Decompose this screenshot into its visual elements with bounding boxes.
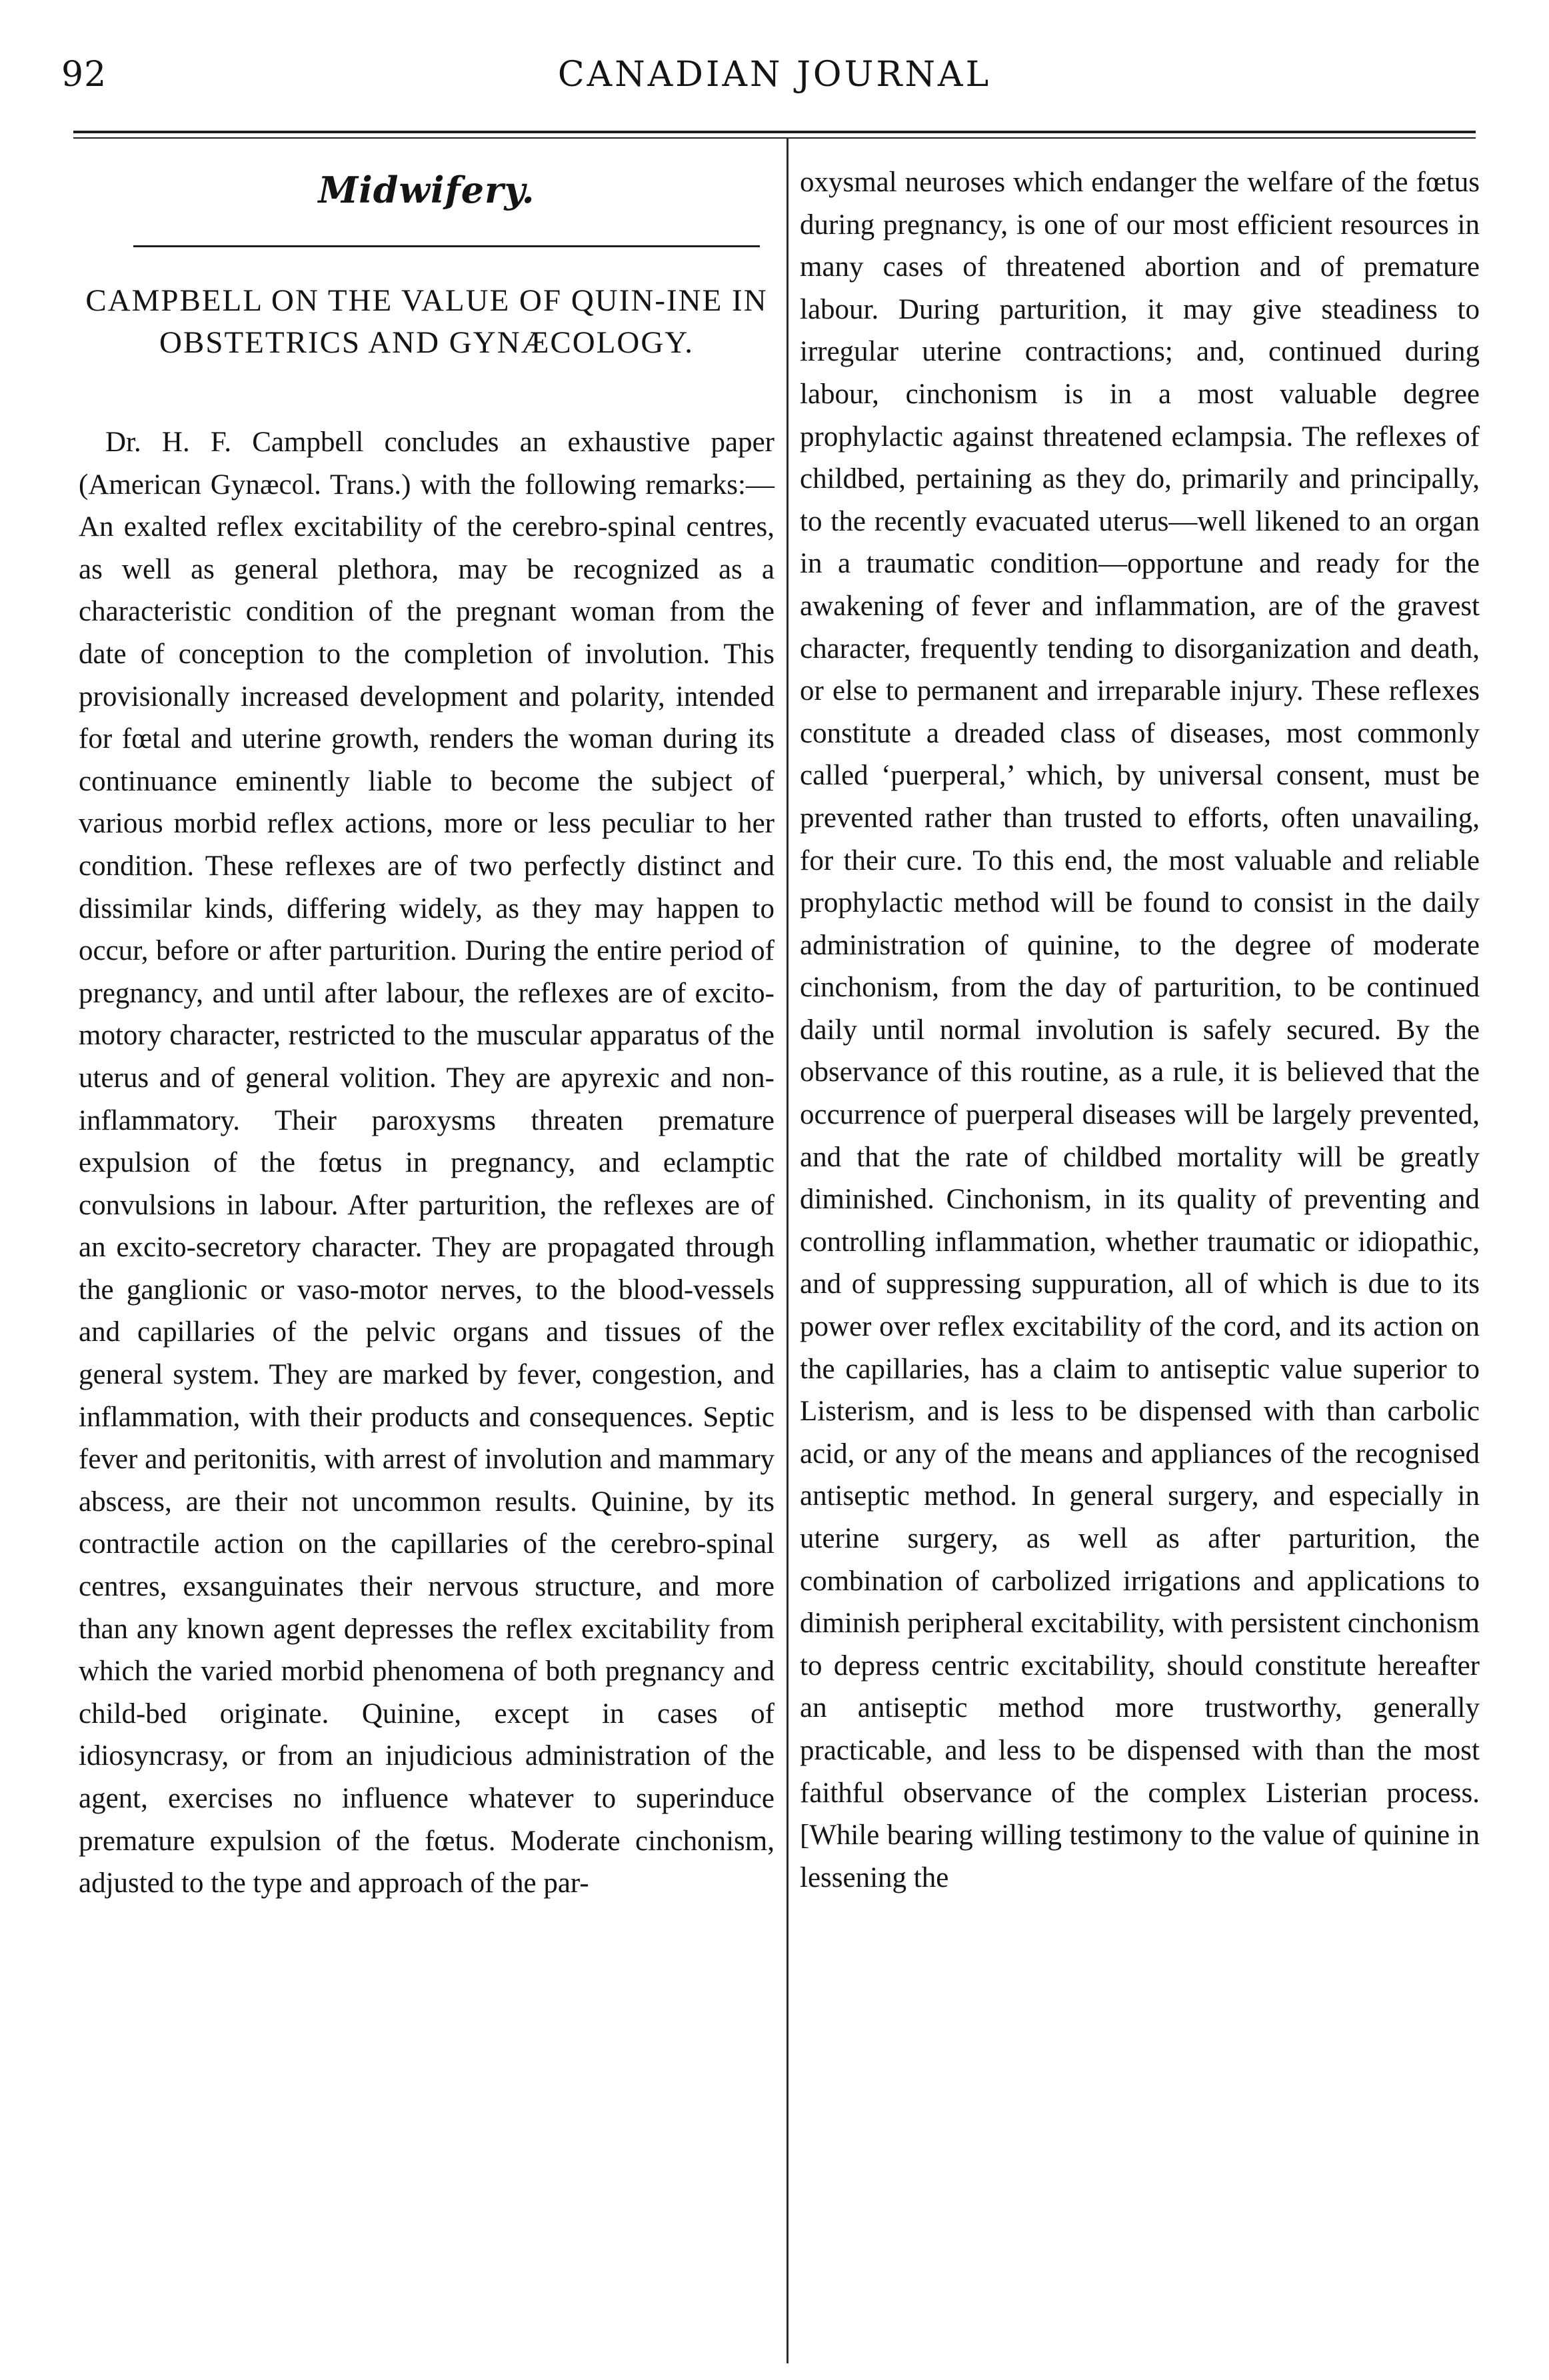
article-title: CAMPBELL ON THE VALUE OF QUIN-INE IN OBSTETRICS AND GYNÆCOLOGY. (85, 283, 768, 360)
section-heading: Midwifery. (318, 169, 535, 211)
page-number: 92 (61, 55, 107, 95)
running-title: CANADIAN JOURNAL (557, 55, 992, 95)
section-rule (133, 245, 760, 247)
column-divider (786, 137, 788, 2363)
header-rule (73, 131, 1476, 133)
left-column-paragraph: Dr. H. F. Campbell concludes an exhaustive paper (American Gynæcol. Trans.) with the following remarks:—An exalted reflex excitability of the cerebro-spinal centres, as well as general plethora, may be recognized as a characteristic condition of the pregnant woman from the date of conception to the completion of involution. This provisionally increased development and polarity, intended for fœtal and uterine growth, renders the woman during its continuance eminently liable to become the subject of various morbid reflex actions, more or less peculiar to her condition. These reflexes are of two perfectly distinct and dissimilar kinds, differing widely, as they may happen to occur, before or after parturition. During the entire period of pregnancy, and until after labour, the reflexes are of excito-motory character, restricted to the muscular apparatus of the uterus and of general volition. They are apyrexic and non-inflammatory. Their paroxysms threaten premature expulsion of the fœtus in pregnancy, and eclamptic convulsions in labour. After parturition, the reflexes are of an excito-secretory character. They are propagated through the ganglionic or vaso-motor nerves, to the blood-vessels and capillaries of the pelvic organs and tissues of the general system. They are marked by fever, congestion, and inflammation, with their products and consequences. Septic fever and peritonitis, with arrest of involution and mammary abscess, are their not uncommon results. Quinine, by its contractile action on the capillaries of the cerebro-spinal centres, exsanguinates their nervous structure, and more than any known agent depresses the reflex excitability from which the varied morbid phenomena of both pregnancy and child-bed originate. Quinine, except in cases of idiosyncrasy, or from an injudicious administration of the agent, exercises no influence whatever to superinduce premature expulsion of the fœtus. Moderate cinchonism, adjusted to the type and approach of the par- (79, 427, 774, 1899)
right-column-paragraph: oxysmal neuroses which endanger the welfare of the fœtus during pregnancy, is one of our most efficient resources in many cases of threatened abortion and of premature labour. During parturition, it may give steadiness to irregular uterine contractions; and, continued during labour, cinchonism is in a most valuable degree prophylactic against threatened eclampsia. The reflexes of childbed, pertaining as they do, primarily and principally, to the recently evacuated uterus—well likened to an organ in a traumatic condition—opportune and ready for the awakening of fever and inflammation, are of the gravest character, frequently tending to disorganization and death, or else to permanent and irreparable injury. These reflexes constitute a dreaded class of diseases, most commonly called ‘puerperal,’ which, by universal consent, must be prevented rather than trusted to efforts, often unavailing, for their cure. To this end, the most valuable and reliable prophylactic method will be found to consist in the daily administration of quinine, to the degree of moderate cinchonism, from the day of parturition, to be continued daily until normal involution is safely secured. By the observance of this routine, as a rule, it is believed that the occurrence of puerperal diseases will be largely prevented, and that the rate of childbed mortality will be greatly diminished. Cinchonism, in its quality of preventing and controlling inflammation, whether traumatic or idiopathic, and of suppressing suppuration, all of which is due to its power over reflex excitability of the cord, and its action on the capillaries, has a claim to antiseptic value superior to Listerism, and is less to be dispensed with than carbolic acid, or any of the means and appliances of the recognised antiseptic method. In general surgery, and especially in uterine surgery, as well as after parturition, the combination of carbolized irrigations and applications to diminish peripheral excitability, with persistent cinchonism to depress centric excitability, should constitute hereafter an antiseptic method more trustworthy, generally practicable, and less to be dispensed with than the most faithful observance of the complex Listerian process. [While bearing willing testimony to the value of quinine in lessening the (800, 167, 1480, 1893)
right-column-body (800, 161, 1480, 1899)
left-column-body (79, 421, 774, 1905)
header-rule-thin (73, 137, 1476, 139)
